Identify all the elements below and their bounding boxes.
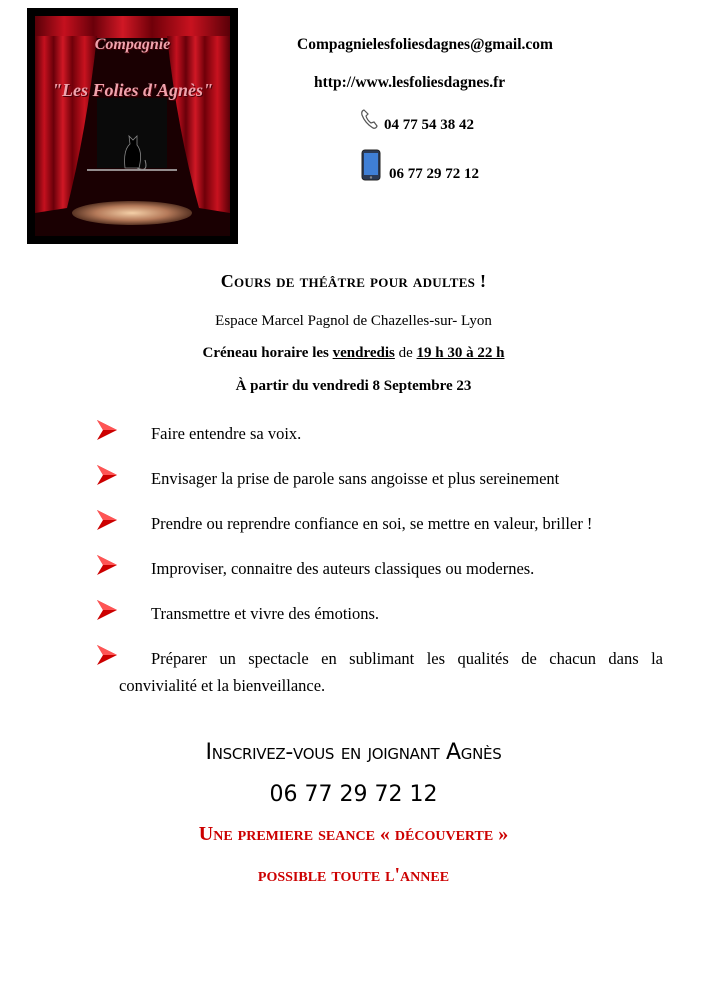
inscription-heading: Inscrivez-vous en joignant Agnès (205, 740, 502, 765)
contact-website[interactable]: http://www.lesfoliesdagnes.fr (314, 74, 506, 91)
arrow-bullet-icon (95, 418, 119, 442)
list-item (95, 598, 665, 643)
arrow-bullet-icon (95, 598, 119, 622)
list-item-text-continued: convivialité et la bienveillance. (119, 676, 326, 695)
slot-time: 19 h 30 à 22 h (416, 345, 505, 361)
phone-handset-icon (360, 108, 380, 135)
slot-mid: de (394, 345, 417, 361)
list-item-text: Improviser, connaitre des auteurs classiques ou modernes. (151, 559, 535, 578)
inscription-phone-number: 06 77 29 72 12 (269, 782, 438, 807)
list-item-text: Prendre ou reprendre confiance en soi, se mettre en valeur, briller ! (151, 514, 593, 533)
mobile-phone-icon (361, 149, 381, 186)
slot-day: vendredis (332, 345, 395, 361)
logo-text-name: "Les Folies d'Agnès" (52, 80, 213, 100)
course-title: Cours de théâtre pour adultes ! (220, 271, 487, 291)
slot-prefix: Créneau horaire les (202, 345, 333, 361)
arrow-bullet-icon (95, 643, 119, 667)
list-item-text: Transmettre et vivre des émotions. (151, 604, 380, 623)
benefits-list (95, 418, 665, 695)
list-item (95, 508, 665, 553)
contact-phone: 04 77 54 38 42 (384, 117, 474, 133)
arrow-bullet-icon (95, 463, 119, 487)
arrow-bullet-icon (95, 508, 119, 532)
course-start-date: À partir du vendredi 8 Septembre 23 (235, 378, 472, 394)
list-item-text: Préparer un spectacle en sublimant les qualités de chacun dans la (151, 649, 663, 668)
list-item (95, 418, 665, 463)
contact-email[interactable]: Compagnielesfoliesdagnes@gmail.com (297, 36, 553, 53)
contact-mobile: 06 77 29 72 12 (389, 166, 479, 182)
list-item (95, 643, 665, 695)
list-item-text: Faire entendre sa voix. (151, 424, 302, 443)
list-item (95, 463, 665, 508)
offer-line-1: Une premiere seance « découverte » (198, 823, 509, 845)
course-venue: Espace Marcel Pagnol de Chazelles-sur- Lyon (215, 313, 492, 329)
course-slot (0, 345, 707, 362)
list-item (95, 553, 665, 598)
company-logo (27, 8, 238, 244)
logo-text-compagnie: Compagnie (94, 36, 171, 53)
list-item-text: Envisager la prise de parole sans angoisse et plus sereinement (151, 469, 560, 488)
offer-line-2: possible toute l'annee (257, 864, 450, 886)
arrow-bullet-icon (95, 553, 119, 577)
